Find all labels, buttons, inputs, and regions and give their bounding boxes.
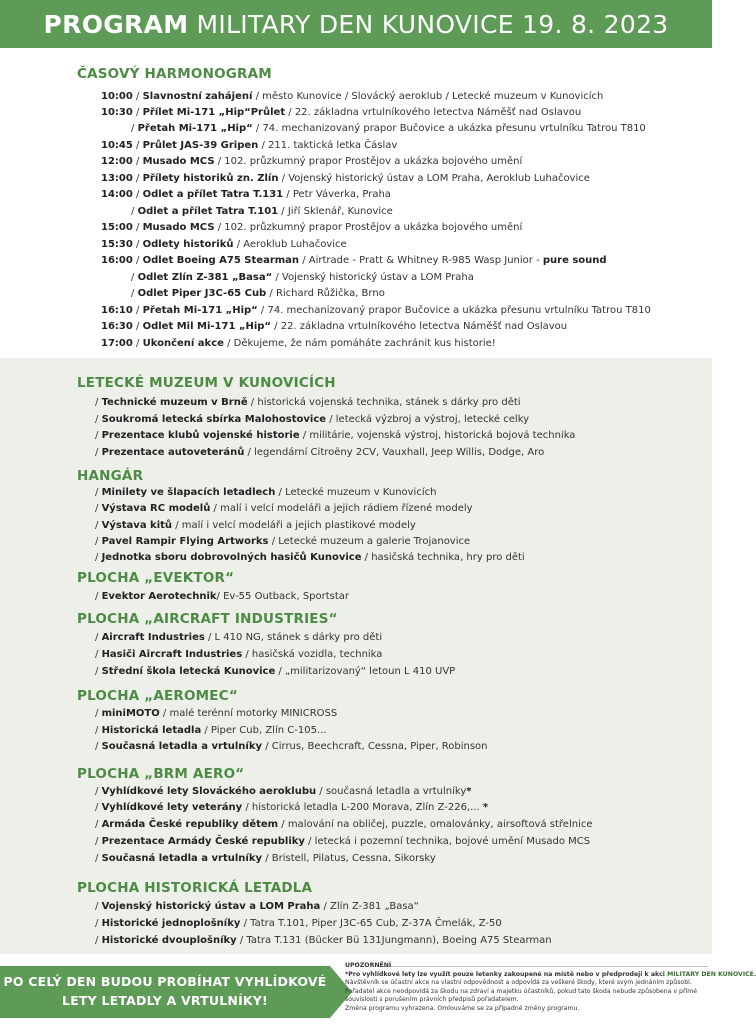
schedule-sep: / [132,222,143,233]
item-desc: / Bristell, Pilatus, Cessna, Sikorsky [262,853,436,864]
item-name: Evektor Aerotechnik [101,591,217,602]
item-slash: / [95,708,102,719]
item-slash: / [95,430,102,441]
schedule-sep: / [132,107,143,118]
section-title: PLOCHA „BRM AERO“ [77,766,245,782]
item-name: Výstava kitů [101,520,173,531]
schedule-row [131,122,646,136]
section-item [95,852,436,866]
schedule-item-name: Přetah Mi-171 „Hip“ [137,123,253,134]
item-desc: / Cirrus, Beechcraft, Cessna, Piper, Robinson [262,741,488,752]
section-item [95,502,473,516]
schedule-title: ČASOVÝ HARMONOGRAM [77,66,272,82]
schedule-item-desc: / město Kunovice / Slovácký aeroklub / Letecké muzeum v Kunovicích [252,91,604,102]
item-desc: / současná letadla a vrtulníky [316,786,467,797]
notice-text: Pořadatel akce neodpovídá za škodu na zdraví a majetku účastníků, pokud tato škoda nebude způsobena v přímé [345,987,698,995]
section-item [95,801,488,815]
item-name: Prezentace autoveteránů [101,447,245,458]
section-item [95,486,436,500]
item-slash: / [95,536,102,547]
section-item [95,396,521,410]
schedule-item-desc: / 22. základna vrtulníkového letectva Náměšť nad Oslavou [270,321,568,332]
schedule-row [101,320,567,334]
item-desc: / Tatra T.101, Piper J3C-65 Cub, Z-37A Čmelák, Z-50 [240,918,502,929]
item-desc: / Letecké muzeum v Kunovicích [275,487,437,498]
item-desc: / historická vojenská technika, stánek s dárky pro děti [247,397,521,408]
header-bold: PROGRAM [43,9,189,39]
item-slash: / [95,487,102,498]
section-item [95,631,382,645]
item-name: Minilety ve šlapacích letadlech [101,487,276,498]
schedule-time: 10:00 [101,91,133,102]
schedule-sep: / [132,156,143,167]
item-name: Jednotka sboru dobrovolných hasičů Kunovice [101,552,362,563]
schedule-sep: / [132,189,143,200]
item-name: Historická letadla [101,725,202,736]
schedule-row [101,254,607,268]
schedule-item-name: Slavnostní zahájení [142,91,253,102]
section-item [95,740,488,754]
section-item [95,724,326,738]
schedule-item-desc: / 102. průzkumný prapor Prostějov a ukázka bojového umění [214,222,523,233]
item-desc: / malí i velcí modeláři a jejich rádiem řízené modely [210,503,473,514]
schedule-time: 14:00 [101,189,133,200]
item-slash: / [95,786,102,797]
notice-title: UPOZORNĚNÍ [345,962,392,969]
item-slash: / [95,591,102,602]
section-item [95,446,544,460]
item-name: Soukromá letecká sbírka Malohostovice [101,414,327,425]
notice [345,962,756,1014]
section-item [95,934,552,948]
item-name: Aircraft Industries [101,632,205,643]
schedule-item-name: Musado MCS [142,222,215,233]
section-item [95,835,590,849]
item-slash: / [95,802,102,813]
item-desc: / hasičská vozidla, technika [242,649,383,660]
item-name: Výstava RC modelů [101,503,211,514]
section-item [95,413,529,427]
item-slash: / [95,725,102,736]
schedule-row [101,188,391,202]
footer-banner-text [0,972,330,1010]
section-item [95,917,502,931]
schedule-sep: / [132,321,143,332]
item-name: Střední škola letecká Kunovice [101,666,276,677]
item-name: miniMOTO [101,708,160,719]
item-name: Prezentace Armády České republiky [101,836,305,847]
schedule-item-desc: / Petr Váverka, Praha [283,189,391,200]
item-slash: / [95,935,102,946]
schedule-item-name: Ukončení akce [142,338,224,349]
item-desc: / Letecké muzeum a galerie Trojanovice [268,536,471,547]
section-title: PLOCHA „EVEKTOR“ [77,570,235,586]
schedule-item-desc: / 74. mechanizovaný prapor Bučovice a ukázka přesunu vrtulníku Tatrou T810 [257,305,651,316]
item-desc: / L 410 NG, stánek s dárky pro děti [204,632,383,643]
banner-line-1: PO CELÝ DEN BUDOU PROBÍHAT VYHLÍDKOVÉ [3,974,327,989]
schedule-item-name: Odlet Mil Mi-171 „Hip“ [142,321,271,332]
section-item [95,590,349,604]
item-slash: / [95,649,102,660]
schedule-sep: / [131,288,138,299]
schedule-item-desc: / Jiří Sklenář, Kunovice [278,206,393,217]
schedule-item-desc: / 102. průzkumný prapor Prostějov a ukázka bojového umění [214,156,523,167]
section-title: LETECKÉ MUZEUM V KUNOVICÍCH [77,375,336,391]
item-name: Armáda České republiky dětem [101,819,279,830]
item-slash: / [95,819,102,830]
schedule-row [101,238,347,252]
schedule-sep: / [132,255,143,266]
notice-line [345,1005,707,1014]
schedule-item-desc: / Richard Růžička, Brno [266,288,385,299]
item-slash: / [95,741,102,752]
schedule-time: 15:30 [101,239,133,250]
notice-lines [345,970,756,1014]
schedule-item-name: Přetah Mi-171 „Hip“ [142,305,258,316]
section-item [95,535,470,549]
item-desc: / Zlín Z-381 „Basa“ [320,901,419,912]
notice-accent: MILITARY DEN KUNOVICE. [667,970,756,978]
section-item [95,818,593,832]
schedule-row [131,271,474,285]
schedule-sep: / [131,206,138,217]
notice-line [345,996,707,1005]
item-desc: / letecká výzbroj a výstroj, letecké celky [326,414,530,425]
notice-line [345,979,707,988]
schedule-time: 17:00 [101,338,133,349]
item-name: Historické dvouplošníky [101,935,237,946]
item-name: Současná letadla a vrtulníky [101,741,263,752]
schedule-sep: / [131,272,138,283]
item-desc: / letecká i pozemní technika, bojové umění Musado MCS [304,836,591,847]
schedule-time: 16:10 [101,305,133,316]
schedule-item-extra: pure sound [542,255,607,266]
schedule-time: 12:00 [101,156,133,167]
schedule-time: 15:00 [101,222,133,233]
item-name: Prezentace klubů vojenské historie [101,430,300,441]
item-slash: / [95,918,102,929]
schedule-row [101,337,496,351]
item-slash: / [95,447,102,458]
schedule-item-name: Musado MCS [142,156,215,167]
section-item [95,707,337,721]
item-slash: / [95,552,102,563]
schedule-item-name: Průlet JAS-39 Gripen [142,140,259,151]
section-item [95,648,382,662]
item-slash: / [95,836,102,847]
item-slash: / [95,414,102,425]
section-title: PLOCHA „AEROMEC“ [77,688,238,704]
item-name: Hasiči Aircraft Industries [101,649,243,660]
item-name: Vyhlídkové lety Slováckého aeroklubu [101,786,317,797]
schedule-sep: / [132,140,143,151]
item-name: Současná letadla a vrtulníky [101,853,263,864]
item-desc: / malé terénní motorky MINICROSS [159,708,338,719]
schedule-sep: / [131,123,138,134]
schedule-row [131,205,393,219]
section-item [95,429,575,443]
schedule-time: 16:00 [101,255,133,266]
schedule-time: 10:45 [101,140,133,151]
notice-line [345,970,756,980]
notice-text: souvislosti s porušením právních předpisů pořadatelem. [345,996,519,1004]
item-slash: / [95,853,102,864]
section-title: PLOCHA HISTORICKÁ LETADLA [77,880,313,896]
section-item [95,785,472,799]
schedule-row [101,221,522,235]
item-desc: / hasičská technika, hry pro děti [361,552,525,563]
section-item [95,551,525,565]
schedule-row [101,139,397,153]
schedule-item-desc: / Aeroklub Luhačovice [233,239,347,250]
item-name: Pavel Rampir Flying Artworks [101,536,269,547]
schedule-item-desc: / 211. taktická letka Čáslav [258,140,398,151]
schedule-item-name: Přílety historiků zn. Zlín [142,173,279,184]
header-title: MILITARY DEN KUNOVICE 19. 8. 2023 [196,9,669,39]
item-name: Technické muzeum v Brně [101,397,248,408]
schedule-item-name: Odlet Zlín Z-381 „Basa“ [137,272,273,283]
item-slash: / [95,901,102,912]
schedule-sep: / [132,239,143,250]
item-desc: / Tatra T.131 (Bücker Bü 131Jungmann), Boeing A75 Stearman [236,935,552,946]
schedule-item-name: Odlety historiků [142,239,234,250]
schedule-item-name: Přílet Mi-171 „Hip“Průlet [142,107,286,118]
schedule-row [101,172,590,186]
schedule-item-name: Odlet Piper J3C-65 Cub [137,288,267,299]
section-title: HANGÁR [77,468,144,484]
schedule-sep: / [132,91,143,102]
schedule-item-desc: / 74. mechanizovaný prapor Bučovice a ukázka přesunu vrtulníku Tatrou T810 [252,123,646,134]
banner-line-2: LETY LETADLY A VRTULNÍKY! [62,993,268,1008]
item-desc: / legendární Citroëny 2CV, Vauxhall, Jeep Willis, Dodge, Aro [244,447,545,458]
schedule-row [101,155,522,169]
item-desc: / malování na obličej, puzzle, omalovánky, airsoftová střelnice [278,819,593,830]
schedule-item-desc: / Airtrade - Pratt & Whitney R-985 Wasp Junior - [299,255,543,266]
schedule-row [101,304,651,318]
schedule-time: 16:30 [101,321,133,332]
item-name: Vojenský historický ústav a LOM Praha [101,901,321,912]
item-mark: * [466,786,472,797]
schedule-sep: / [132,305,143,316]
page-header [0,0,712,48]
item-name: Historické jednoplošníky [101,918,241,929]
item-desc: / malí i velcí modeláři a jejich plastikové modely [172,520,416,531]
section-item [95,519,416,533]
item-desc: / „militarizovaný“ letoun L 410 UVP [275,666,456,677]
item-slash: / [95,632,102,643]
section-title: PLOCHA „AIRCRAFT INDUSTRIES“ [77,611,338,627]
schedule-time: 13:00 [101,173,133,184]
item-desc: / Ev-55 Outback, Sportstar [216,591,350,602]
schedule-sep: / [132,338,143,349]
item-mark: * [482,802,489,813]
schedule-row [101,90,603,104]
section-item [95,900,419,914]
schedule-row [131,287,385,301]
schedule-time: 10:30 [101,107,133,118]
schedule-row [101,106,581,120]
section-item [95,665,455,679]
item-desc: / militárie, vojenská výstroj, historická bojová technika [299,430,576,441]
item-slash: / [95,397,102,408]
schedule-item-desc: / Vojenský historický ústav a LOM Praha, Aeroklub Luhačovice [278,173,590,184]
schedule-item-name: Odlet a přílet Tatra T.101 [137,206,279,217]
schedule-item-desc: / 22. základna vrtulníkového letectva Náměšť nad Oslavou [285,107,582,118]
schedule-item-name: Odlet a přílet Tatra T.131 [142,189,284,200]
item-desc: / Piper Cub, Zlín C-105... [201,725,327,736]
schedule-item-name: Odlet Boeing A75 Stearman [142,255,300,266]
item-slash: / [95,503,102,514]
item-slash: / [95,666,102,677]
item-name: Vyhlídkové lety veterány [101,802,243,813]
item-desc: / historická letadla L-200 Morava, Zlín Z-226,... [242,802,483,813]
notice-text: *Pro vyhlídkové lety lze využít pouze letenky zakoupené na místě nebo v předprodeji k akci [345,970,668,978]
schedule-item-desc: / Vojenský historický ústav a LOM Praha [272,272,474,283]
schedule-item-desc: / Děkujeme, že nám pomáháte zachránit kus historie! [223,338,496,349]
schedule-sep: / [132,173,143,184]
notice-text: Změna programu vyhrazena. Omlouváme se za případné změny programu. [345,1004,580,1012]
item-slash: / [95,520,102,531]
notice-text: Návštěvník se účastní akce na vlastní odpovědnost a odpovídá za veškeré škody, které svým jednáním způsobí. [345,979,692,987]
